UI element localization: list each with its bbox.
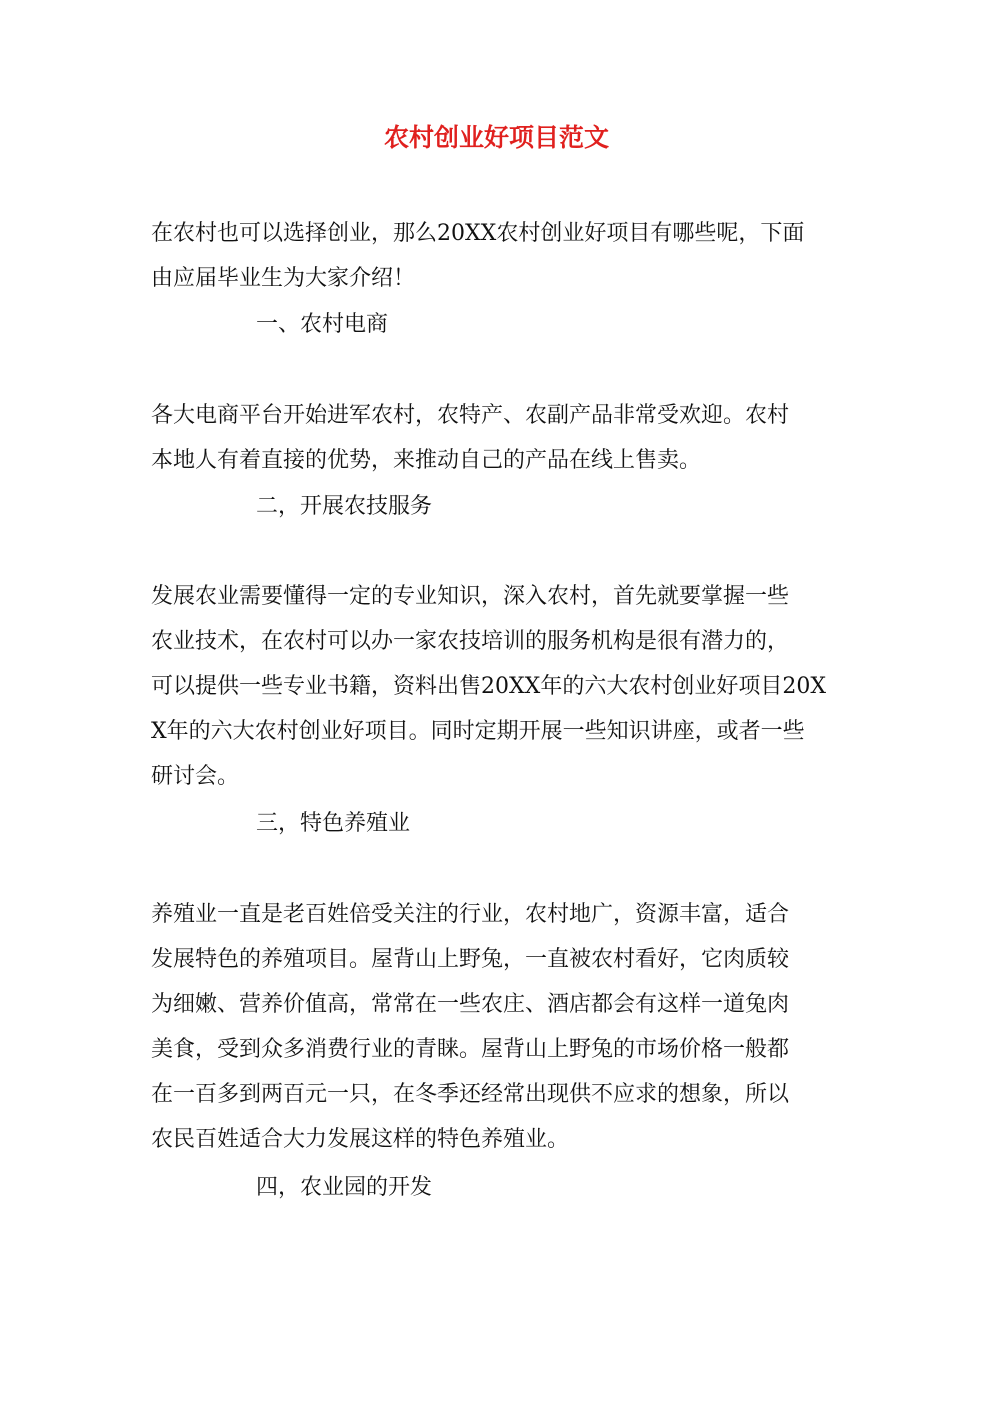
paragraph-line: 在一百多到两百元一只，在冬季还经常出现供不应求的想象，所以 (151, 1082, 790, 1107)
intro-paragraph (151, 211, 841, 301)
breeding-paragraph (151, 892, 841, 1162)
paragraph-line: 为细嫩、营养价值高，常常在一些农庄、酒店都会有这样一道兔肉 (151, 992, 790, 1017)
paragraph-line: X年的六大农村创业好项目。同时定期开展一些知识讲座，或者一些 (151, 719, 805, 744)
paragraph-line: 农民百姓适合大力发展这样的特色养殖业。 (151, 1127, 570, 1152)
paragraph-line: 由应届毕业生为大家介绍！ (151, 266, 416, 291)
paragraph-line: 可以提供一些专业书籍，资料出售20XX年的六大农村创业好项目20X (151, 674, 826, 699)
section-heading-agritech: 二，开展农技服务 (256, 494, 433, 519)
paragraph-line: 发展特色的养殖项目。屋背山上野兔，一直被农村看好，它肉质较 (151, 947, 790, 972)
document-title: 农村创业好项目范文 (383, 123, 609, 152)
paragraph-line: 研讨会。 (151, 764, 240, 789)
paragraph-line: 美食，受到众多消费行业的青睐。屋背山上野兔的市场价格一般都 (151, 1037, 790, 1062)
paragraph-line: 农业技术，在农村可以办一家农技培训的服务机构是很有潜力的， (151, 629, 790, 654)
ecommerce-paragraph (151, 393, 841, 483)
paragraph-line: 各大电商平台开始进军农村，农特产、农副产品非常受欢迎。农村 (151, 403, 790, 428)
paragraph-line: 养殖业一直是老百姓倍受关注的行业，农村地广，资源丰富，适合 (151, 902, 790, 927)
paragraph-line: 本地人有着直接的优势，来推动自己的产品在线上售卖。 (151, 448, 702, 473)
section-heading-agri-park: 四，农业园的开发 (256, 1175, 433, 1200)
paragraph-line: 在农村也可以选择创业，那么20XX农村创业好项目有哪些呢，下面 (151, 221, 805, 246)
paragraph-line: 发展农业需要懂得一定的专业知识，深入农村，首先就要掌握一些 (151, 584, 790, 609)
section-heading-breeding: 三，特色养殖业 (256, 811, 411, 836)
section-heading-ecommerce: 一、农村电商 (256, 312, 389, 337)
agritech-paragraph (151, 574, 841, 799)
